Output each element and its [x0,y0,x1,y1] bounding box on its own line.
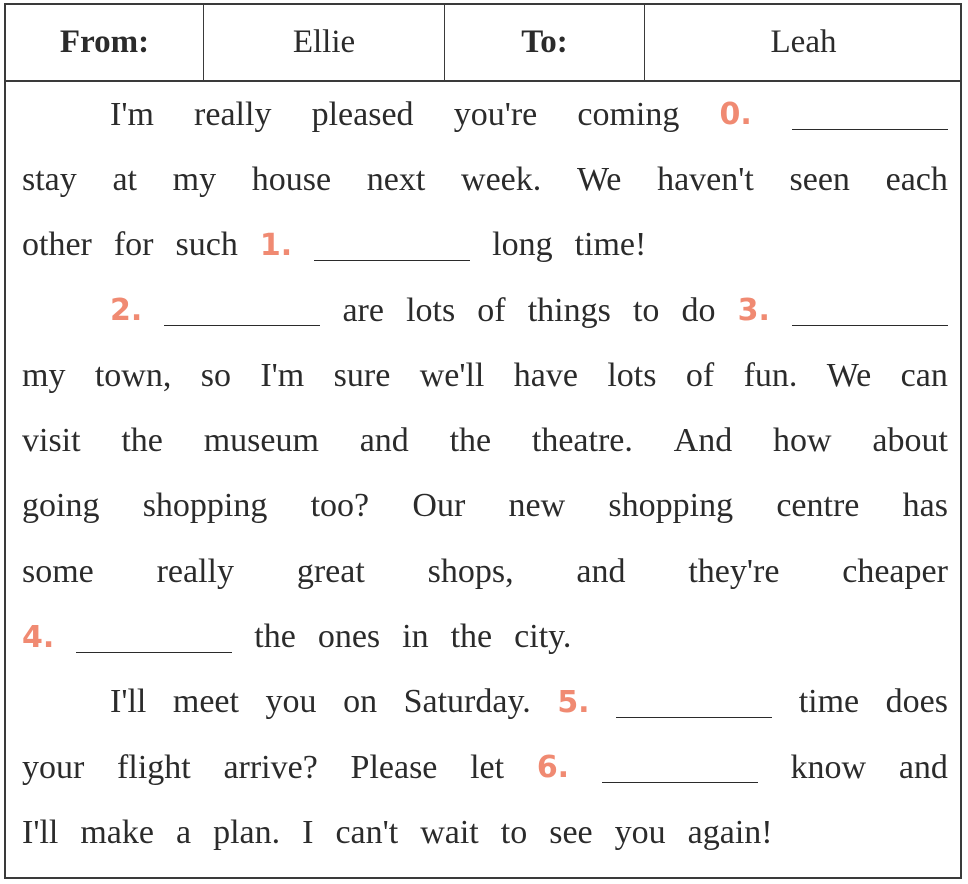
letter-card [4,3,962,879]
letter-word: arrive? [223,748,318,786]
letter-word: stay [22,160,77,198]
letter-word: a [175,813,192,851]
letter-word: coming [577,95,680,133]
letter-word: time [798,683,860,721]
answer-blank[interactable] [792,99,948,130]
letter-word: the [449,422,492,460]
letter-word: We [576,160,622,198]
letter-word: can't [335,813,399,851]
letter-word: visit [22,422,81,460]
letter-word: we'll [419,356,485,394]
letter-word: how [773,422,832,460]
letter-word: has [902,487,948,525]
question-number: 5. [557,684,590,720]
question-number: 2. [110,293,143,329]
letter-word: on [343,683,378,721]
letter-word: so [200,356,231,394]
letter-word: my [22,356,66,394]
letter-word: they're [688,552,780,590]
letter-word: seen [789,160,850,198]
question-number: 6. [536,750,570,786]
letter-word: my [172,160,217,198]
letter-word: you [265,683,317,721]
letter-word: shops, [427,552,514,590]
letter-word: does [885,683,948,721]
letter-word: too? [310,487,370,525]
letter-word: lots [406,291,456,329]
letter-word: I'm [110,95,154,133]
letter-word: week. [461,160,542,198]
letter-word: and [359,422,409,460]
letter-line [22,278,948,343]
letter-word: know [790,748,867,786]
letter-word: city. [514,618,572,656]
letter-word: shopping [142,487,268,525]
letter-body [22,82,948,866]
letter-line [22,800,948,865]
letter-word: museum [203,422,319,460]
letter-line [22,408,948,473]
letter-word: We [826,356,872,394]
letter-word: wait [420,813,479,851]
letter-line [22,670,948,735]
letter-word: for [113,226,154,264]
letter-line [22,82,948,147]
letter-word: Saturday. [403,683,531,721]
letter-word: have [513,356,578,394]
letter-line [22,343,948,408]
letter-word: fun. [743,356,798,394]
letter-word: and [898,748,948,786]
letter-word: time! [574,226,647,264]
letter-word: going [22,487,100,525]
letter-line [22,474,948,539]
letter-word: shopping [608,487,734,525]
question-number: 1. [259,227,293,263]
letter-word: you're [453,95,538,133]
letter-line [22,147,948,212]
letter-word: new [508,487,566,525]
letter-word: can [900,356,948,394]
letter-word: see [549,813,593,851]
answer-blank[interactable] [602,752,758,783]
answer-blank[interactable] [76,622,232,653]
letter-word: haven't [657,160,754,198]
letter-word: make [80,813,154,851]
letter-word: the [254,618,296,656]
answer-blank[interactable] [164,295,320,326]
letter-word: are [342,291,384,329]
letter-word: theatre. [531,422,633,460]
letter-word: cheaper [842,552,948,590]
letter-word: really [156,552,235,590]
letter-word: flight [117,748,191,786]
letter-word: do [681,291,716,329]
letter-header [6,5,960,82]
letter-word: things [527,291,611,329]
letter-word: and [576,552,626,590]
letter-word: about [872,422,948,460]
letter-line [22,735,948,800]
letter-word: such [175,226,238,264]
letter-word: at [112,160,137,198]
letter-word: town, [94,356,172,394]
question-number: 3. [737,293,770,329]
letter-word: next [366,160,426,198]
letter-word: the [450,618,493,656]
to-label: To: [445,5,645,80]
letter-word: Our [412,487,466,525]
question-number: 0. [719,97,752,133]
answer-blank[interactable] [616,687,772,718]
letter-word: meet [172,683,239,721]
letter-word: Please [350,748,438,786]
letter-word: let [470,748,505,786]
letter-word: sure [333,356,391,394]
letter-word: some [22,552,94,590]
letter-word: I'll [22,813,59,851]
question-number: 4. [22,619,55,655]
letter-word: other [22,226,92,264]
letter-word: in [402,618,429,656]
letter-word: you [614,813,666,851]
letter-word: really [194,95,272,133]
letter-line [22,604,948,669]
letter-word: ones [317,618,381,656]
letter-word: house [251,160,332,198]
answer-blank[interactable] [792,295,948,326]
to-value: Leah [770,24,837,60]
from-label: From: [6,5,204,80]
letter-word: of [685,356,715,394]
letter-word: I [302,813,314,851]
letter-word: to [632,291,660,329]
letter-word: to [500,813,528,851]
answer-blank[interactable] [314,230,470,261]
letter-line [22,213,948,278]
letter-word: great [296,552,365,590]
letter-word: again! [687,813,773,851]
letter-word: I'm [260,356,305,394]
letter-word: plan. [213,813,281,851]
from-value: Ellie [204,5,445,80]
letter-word: I'll [110,683,147,721]
letter-line [22,539,948,604]
letter-word: each [885,160,948,198]
letter-word: the [121,422,163,460]
letter-word: And [673,422,733,460]
letter-word: your [22,748,85,786]
letter-word: of [477,291,506,329]
letter-word: centre [776,487,860,525]
letter-word: lots [607,356,657,394]
letter-word: pleased [311,95,414,133]
letter-word: long [492,226,553,264]
